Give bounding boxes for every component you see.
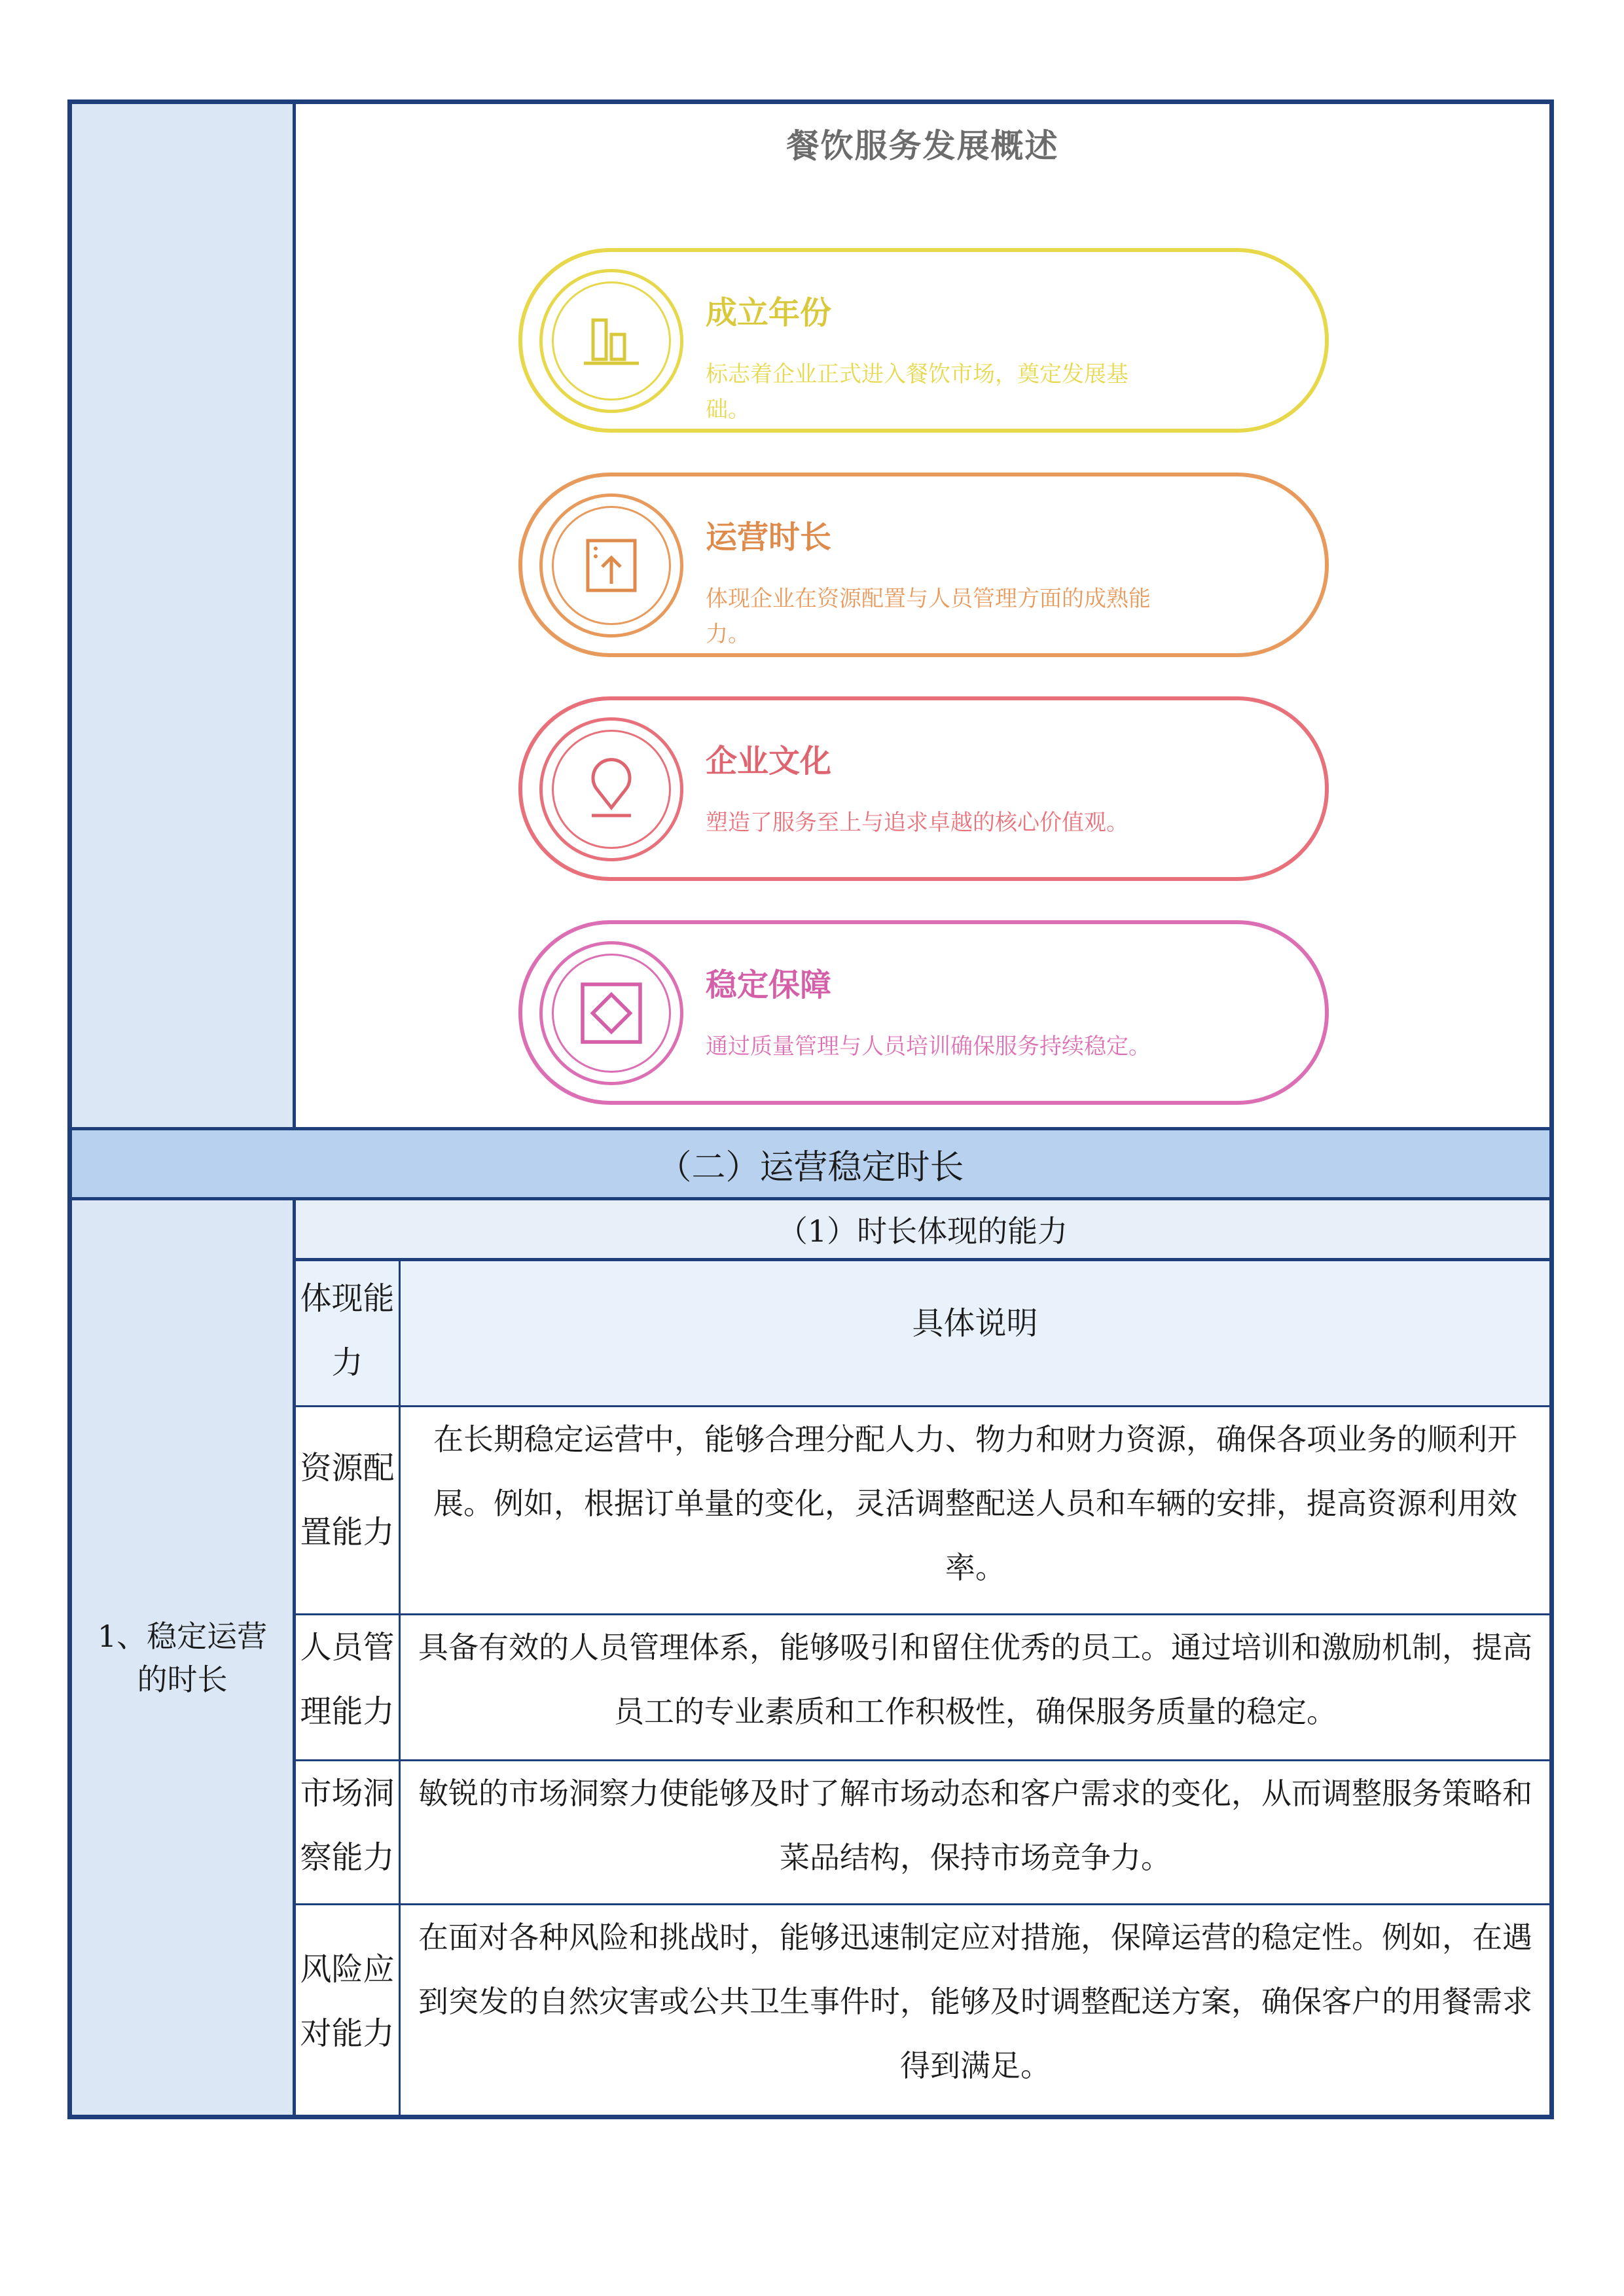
left-column-top bbox=[72, 104, 293, 1128]
table-row-description: 具备有效的人员管理体系，能够吸引和留住优秀的员工。通过培训和激励机制，提高员工的专业素质和工作积极性，确保服务质量的稳定。 bbox=[418, 1630, 1532, 1729]
diagram-item-desc: 塑造了服务至上与追求卓越的核心价值观。 bbox=[706, 810, 1128, 836]
bar-chart-icon bbox=[539, 269, 683, 413]
diagram-item-desc: 通过质量管理与人员培训确保服务持续稳定。 bbox=[706, 1033, 1151, 1060]
diagram-item-title: 成立年份 bbox=[706, 295, 832, 331]
diagram-item-title: 运营时长 bbox=[706, 519, 832, 556]
divider bbox=[399, 1261, 401, 2115]
diagram bbox=[296, 104, 1549, 1128]
table-header-ability: 体现能力 bbox=[300, 1280, 395, 1381]
diagram-item-desc: 体现企业在资源配置与人员管理方面的成熟能力。 bbox=[706, 586, 1151, 647]
table-caption: （1）时长体现的能力 bbox=[296, 1200, 1549, 1258]
table-row-ability: 人员管理能力 bbox=[300, 1629, 395, 1730]
table-row-ability: 市场洞察能力 bbox=[300, 1775, 395, 1876]
table-header-description: 具体说明 bbox=[912, 1305, 1038, 1342]
table-row-description: 在长期稳定运营中，能够合理分配人力、物力和财力资源，确保各项业务的顺利开展。例如，根据订单量的变化，灵活调整配送人员和车辆的安排，提高资源利用效率。 bbox=[433, 1422, 1517, 1585]
diagram-title: 餐饮服务发展概述 bbox=[786, 127, 1059, 165]
side-label bbox=[72, 1200, 293, 2115]
table-row-ability: 资源配置能力 bbox=[300, 1450, 395, 1551]
section-title: （二）运营稳定时长 bbox=[72, 1130, 1549, 1197]
diagram-item-desc: 标志着企业正式进入餐饮市场，奠定发展基础。 bbox=[706, 361, 1128, 423]
table-row-description: 敏锐的市场洞察力使能够及时了解市场动态和客户需求的变化，从而调整服务策略和菜品结构，保持市场竞争力。 bbox=[418, 1776, 1532, 1875]
upload-arrow-icon bbox=[539, 493, 683, 637]
diagram-item-title: 企业文化 bbox=[706, 743, 832, 780]
table-row-description: 在面对各种风险和挑战时，能够迅速制定应对措施，保障运营的稳定性。例如，在遇到突发的自然灾害或公共卫生事件时，能够及时调整配送方案，确保客户的用餐需求得到满足。 bbox=[418, 1920, 1532, 2083]
table-row-ability: 风险应对能力 bbox=[300, 1951, 395, 2052]
side-label-text: 1、稳定运营的时长 bbox=[97, 1618, 268, 1697]
diagram-item-title: 稳定保障 bbox=[706, 967, 832, 1003]
diamond-icon bbox=[539, 941, 683, 1085]
location-pin-icon bbox=[539, 717, 683, 861]
